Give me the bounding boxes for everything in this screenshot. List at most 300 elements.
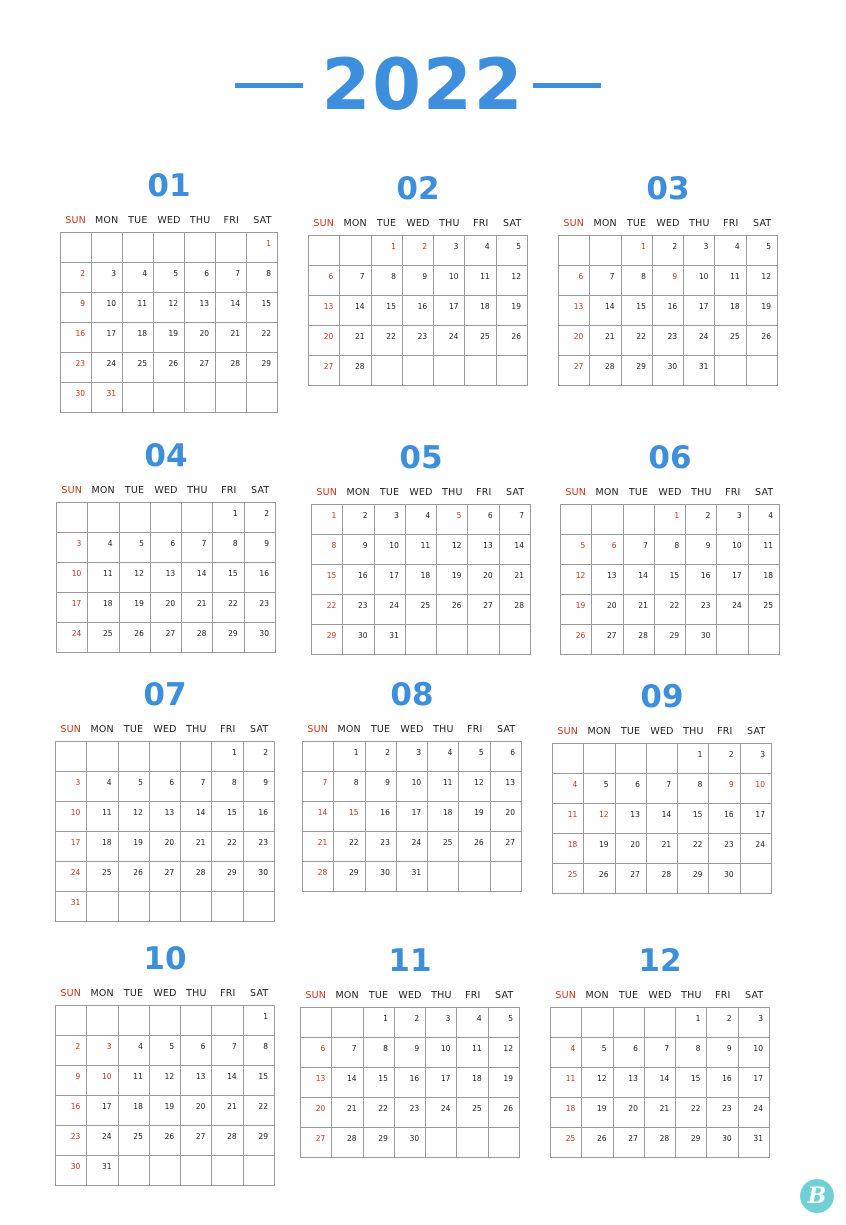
day-cell xyxy=(741,864,772,894)
day-cell xyxy=(497,266,528,296)
day-cell xyxy=(366,742,397,772)
day-number: 23 xyxy=(358,601,368,610)
day-cell xyxy=(366,832,397,862)
day-number: 19 xyxy=(168,329,178,338)
weekday-label: SUN xyxy=(563,218,585,229)
day-number: 20 xyxy=(195,1102,206,1111)
day-number: 23 xyxy=(417,332,428,341)
month-number: 06 xyxy=(648,440,692,476)
weekday-label: FRI xyxy=(221,485,237,496)
day-cell xyxy=(397,862,428,892)
day-cell xyxy=(247,383,278,413)
day-cell xyxy=(741,774,772,804)
weekday-label: SAT xyxy=(251,485,270,496)
day-number: 27 xyxy=(164,868,175,877)
day-cell xyxy=(119,1006,150,1036)
day-cell xyxy=(212,1036,243,1066)
day-cell xyxy=(592,625,623,655)
day-number: 10 xyxy=(448,272,459,281)
day-cell xyxy=(590,296,621,326)
week-row xyxy=(301,1008,520,1038)
day-cell xyxy=(151,533,182,563)
day-number: 9 xyxy=(672,272,678,281)
day-cell xyxy=(647,774,678,804)
weekday-label: WED xyxy=(409,487,433,498)
day-number: 29 xyxy=(228,629,238,638)
day-number: 11 xyxy=(730,272,740,281)
day-number: 17 xyxy=(70,838,81,847)
day-number: 28 xyxy=(347,1134,357,1143)
day-cell xyxy=(653,266,684,296)
day-number: 11 xyxy=(137,299,147,308)
day-cell xyxy=(395,1098,426,1128)
day-number: 21 xyxy=(605,332,615,341)
day-cell xyxy=(87,1066,118,1096)
day-cell xyxy=(678,864,709,894)
day-number: 12 xyxy=(168,299,178,308)
day-number: 2 xyxy=(75,1042,81,1051)
day-number: 6 xyxy=(170,539,176,548)
day-grid xyxy=(55,1005,275,1186)
week-row xyxy=(309,236,528,266)
day-number: 26 xyxy=(134,629,144,638)
day-cell xyxy=(123,233,154,263)
day-cell xyxy=(332,1128,363,1158)
day-number: 17 xyxy=(102,1102,112,1111)
day-cell xyxy=(678,744,709,774)
day-cell xyxy=(301,1008,332,1038)
month-number: 12 xyxy=(638,943,682,979)
day-cell xyxy=(88,503,119,533)
day-number: 24 xyxy=(755,840,765,849)
day-cell xyxy=(559,236,590,266)
day-number: 13 xyxy=(630,810,640,819)
day-cell xyxy=(340,236,371,266)
day-number: 30 xyxy=(380,868,390,877)
day-cell xyxy=(497,356,528,386)
day-cell xyxy=(212,1006,243,1036)
day-cell xyxy=(245,623,276,653)
day-cell xyxy=(375,595,406,625)
weekday-label: FRI xyxy=(725,487,741,498)
weekday-label: WED xyxy=(154,485,178,496)
week-row xyxy=(303,772,522,802)
day-number: 20 xyxy=(315,1104,326,1113)
week-row xyxy=(312,625,531,655)
day-cell xyxy=(551,1038,582,1068)
day-cell xyxy=(312,595,343,625)
day-number: 16 xyxy=(700,571,711,580)
day-cell xyxy=(739,1128,770,1158)
day-cell xyxy=(655,505,686,535)
day-number: 27 xyxy=(628,1134,638,1143)
day-cell xyxy=(590,326,621,356)
day-number: 12 xyxy=(451,541,462,550)
day-number: 5 xyxy=(516,242,521,251)
day-cell xyxy=(120,533,151,563)
day-cell xyxy=(92,383,123,413)
day-cell xyxy=(92,263,123,293)
day-number: 26 xyxy=(168,359,178,368)
day-cell xyxy=(303,802,334,832)
day-cell xyxy=(676,1128,707,1158)
day-number: 1 xyxy=(695,1014,701,1023)
weekday-label: TUE xyxy=(123,724,144,735)
weekday-label: THU xyxy=(442,487,463,498)
day-number: 26 xyxy=(451,601,462,610)
day-number: 19 xyxy=(599,840,609,849)
day-cell xyxy=(676,1038,707,1068)
day-cell xyxy=(56,1156,87,1186)
day-cell xyxy=(245,563,276,593)
day-cell xyxy=(622,266,653,296)
month-number: 10 xyxy=(143,941,187,977)
day-number: 6 xyxy=(510,748,515,757)
day-number: 26 xyxy=(599,870,609,879)
day-grid xyxy=(552,743,772,894)
day-cell xyxy=(364,1038,395,1068)
day-number: 28 xyxy=(661,870,672,879)
day-cell xyxy=(150,1096,181,1126)
week-row xyxy=(553,804,772,834)
weekday-label: WED xyxy=(400,724,424,735)
day-cell xyxy=(123,263,154,293)
day-number: 12 xyxy=(599,810,609,819)
day-number: 5 xyxy=(478,748,484,757)
day-cell xyxy=(403,236,434,266)
month-number: 05 xyxy=(399,440,443,476)
day-number: 9 xyxy=(264,539,269,548)
day-cell xyxy=(87,892,118,922)
day-cell xyxy=(154,233,185,263)
weekday-label: WED xyxy=(153,988,177,999)
day-cell xyxy=(747,326,778,356)
year-title: 2022 xyxy=(321,44,525,126)
week-row xyxy=(301,1098,520,1128)
day-cell xyxy=(491,832,522,862)
day-cell xyxy=(426,1098,457,1128)
week-row xyxy=(56,742,275,772)
day-number: 4 xyxy=(734,242,740,251)
day-number: 14 xyxy=(661,810,672,819)
day-cell xyxy=(457,1008,488,1038)
day-cell xyxy=(212,802,243,832)
day-number: 14 xyxy=(605,302,615,311)
day-cell xyxy=(181,802,212,832)
day-number: 31 xyxy=(753,1134,763,1143)
day-number: 22 xyxy=(261,329,271,338)
day-cell xyxy=(491,772,522,802)
day-cell xyxy=(332,1038,363,1068)
day-cell xyxy=(87,802,118,832)
day-cell xyxy=(334,862,365,892)
day-cell xyxy=(491,742,522,772)
weekday-label: THU xyxy=(186,724,207,735)
day-number: 16 xyxy=(70,1102,81,1111)
day-number: 19 xyxy=(474,808,484,817)
day-number: 24 xyxy=(71,629,82,638)
day-cell xyxy=(57,623,88,653)
day-number: 9 xyxy=(75,1072,81,1081)
day-number: 26 xyxy=(474,838,484,847)
day-grid xyxy=(60,232,278,413)
day-cell xyxy=(375,505,406,535)
day-number: 6 xyxy=(633,1044,638,1053)
day-cell xyxy=(592,565,623,595)
day-cell xyxy=(332,1098,363,1128)
day-cell xyxy=(428,772,459,802)
day-cell xyxy=(185,383,216,413)
day-cell xyxy=(622,356,653,386)
day-number: 2 xyxy=(726,1014,732,1023)
day-cell xyxy=(437,595,468,625)
day-cell xyxy=(334,742,365,772)
day-cell xyxy=(397,772,428,802)
day-cell xyxy=(212,772,243,802)
day-number: 28 xyxy=(195,868,206,877)
weekday-label: TUE xyxy=(128,215,148,226)
day-cell xyxy=(465,266,496,296)
day-cell xyxy=(87,862,118,892)
day-cell xyxy=(119,772,150,802)
day-number: 25 xyxy=(137,359,147,368)
day-cell xyxy=(655,625,686,655)
day-cell xyxy=(655,565,686,595)
week-row xyxy=(56,1126,275,1156)
day-cell xyxy=(151,623,182,653)
day-cell xyxy=(655,595,686,625)
day-cell xyxy=(717,565,748,595)
weekday-header xyxy=(550,989,770,1003)
day-number: 5 xyxy=(508,1014,513,1023)
day-cell xyxy=(56,742,87,772)
day-cell xyxy=(622,236,653,266)
week-row xyxy=(56,802,275,832)
day-cell xyxy=(309,356,340,386)
day-cell xyxy=(616,774,647,804)
day-cell xyxy=(614,1098,645,1128)
day-number: 2 xyxy=(80,269,85,278)
day-number: 6 xyxy=(635,780,640,789)
day-cell xyxy=(739,1098,770,1128)
day-grid xyxy=(300,1007,520,1158)
day-number: 19 xyxy=(133,838,143,847)
day-number: 18 xyxy=(103,599,113,608)
day-number: 17 xyxy=(448,302,459,311)
weekday-label: TUE xyxy=(376,218,397,229)
day-number: 1 xyxy=(331,511,337,520)
day-cell xyxy=(212,832,243,862)
day-cell xyxy=(56,1006,87,1036)
day-cell xyxy=(741,834,772,864)
day-number: 20 xyxy=(505,808,515,817)
day-grid xyxy=(302,741,522,892)
day-number: 5 xyxy=(456,511,462,520)
day-number: 29 xyxy=(326,631,337,640)
week-row xyxy=(56,1096,275,1126)
day-number: 7 xyxy=(643,541,648,550)
day-number: 4 xyxy=(142,269,147,278)
week-row xyxy=(312,565,531,595)
day-cell xyxy=(717,535,748,565)
day-number: 26 xyxy=(503,1104,513,1113)
day-cell xyxy=(182,563,213,593)
day-number: 14 xyxy=(355,302,365,311)
day-number: 26 xyxy=(133,868,143,877)
day-cell xyxy=(653,236,684,266)
week-row xyxy=(551,1098,770,1128)
day-number: 22 xyxy=(636,332,646,341)
day-number: 31 xyxy=(389,631,399,640)
day-number: 13 xyxy=(483,541,493,550)
day-grid xyxy=(308,235,528,386)
weekday-label: THU xyxy=(431,990,452,1001)
day-cell xyxy=(500,625,531,655)
day-number: 10 xyxy=(753,1044,763,1053)
week-row xyxy=(61,323,278,353)
weekday-label: FRI xyxy=(465,990,481,1001)
day-cell xyxy=(340,266,371,296)
day-number: 18 xyxy=(565,1104,576,1113)
day-number: 1 xyxy=(674,511,680,520)
week-row xyxy=(553,774,772,804)
day-cell xyxy=(181,772,212,802)
day-cell xyxy=(309,236,340,266)
day-cell xyxy=(709,774,740,804)
day-cell xyxy=(185,233,216,263)
week-row xyxy=(561,625,780,655)
day-number: 8 xyxy=(674,541,680,550)
week-row xyxy=(309,356,528,386)
day-cell xyxy=(553,864,584,894)
day-number: 7 xyxy=(609,272,615,281)
week-row xyxy=(301,1038,520,1068)
day-number: 20 xyxy=(607,601,617,610)
month-number: 02 xyxy=(396,171,440,207)
day-number: 17 xyxy=(106,329,116,338)
day-number: 28 xyxy=(230,359,240,368)
day-cell xyxy=(182,623,213,653)
day-cell xyxy=(459,772,490,802)
weekday-header xyxy=(302,723,522,737)
day-number: 28 xyxy=(317,868,328,877)
day-number: 24 xyxy=(698,332,709,341)
week-row xyxy=(57,593,276,623)
day-number: 30 xyxy=(258,868,268,877)
day-cell xyxy=(247,233,278,263)
day-number: 11 xyxy=(442,778,453,787)
day-number: 25 xyxy=(763,601,773,610)
day-cell xyxy=(119,832,150,862)
day-number: 22 xyxy=(258,1102,268,1111)
weekday-label: FRI xyxy=(723,218,739,229)
day-cell xyxy=(312,535,343,565)
day-cell xyxy=(244,892,275,922)
day-cell xyxy=(406,595,437,625)
day-cell xyxy=(616,834,647,864)
day-cell xyxy=(647,864,678,894)
day-number: 3 xyxy=(394,511,399,520)
day-cell xyxy=(749,595,780,625)
day-number: 15 xyxy=(669,571,680,580)
day-cell xyxy=(551,1068,582,1098)
day-number: 20 xyxy=(483,571,493,580)
day-cell xyxy=(686,595,717,625)
day-number: 17 xyxy=(440,1074,451,1083)
week-row xyxy=(553,744,772,774)
day-cell xyxy=(247,353,278,383)
day-number: 13 xyxy=(164,808,175,817)
day-cell xyxy=(216,323,247,353)
day-cell xyxy=(151,563,182,593)
day-number: 8 xyxy=(695,1044,701,1053)
weekday-label: SUN xyxy=(65,215,86,226)
day-cell xyxy=(375,565,406,595)
day-number: 13 xyxy=(315,1074,326,1083)
day-cell xyxy=(88,623,119,653)
weekday-label: FRI xyxy=(476,487,492,498)
day-number: 11 xyxy=(763,541,773,550)
weekday-label: MON xyxy=(587,726,611,737)
day-number: 24 xyxy=(70,868,81,877)
day-number: 27 xyxy=(323,362,334,371)
day-cell xyxy=(582,1038,613,1068)
day-number: 17 xyxy=(732,571,742,580)
calendar-header xyxy=(0,44,846,126)
day-cell xyxy=(213,563,244,593)
day-cell xyxy=(434,296,465,326)
day-cell xyxy=(150,1156,181,1186)
weekday-label: TUE xyxy=(618,990,639,1001)
day-cell xyxy=(395,1128,426,1158)
day-number: 12 xyxy=(134,569,144,578)
day-cell xyxy=(244,1066,275,1096)
day-number: 28 xyxy=(605,362,615,371)
day-cell xyxy=(559,296,590,326)
day-cell xyxy=(468,565,499,595)
day-number: 11 xyxy=(472,1044,482,1053)
day-number: 4 xyxy=(106,778,112,787)
weekday-label: SUN xyxy=(60,988,82,999)
day-number: 25 xyxy=(133,1132,143,1141)
day-cell xyxy=(624,505,655,535)
day-cell xyxy=(624,535,655,565)
day-cell xyxy=(559,326,590,356)
day-cell xyxy=(584,744,615,774)
day-number: 2 xyxy=(264,509,269,518)
day-number: 30 xyxy=(667,362,678,371)
day-cell xyxy=(154,383,185,413)
day-cell xyxy=(334,832,365,862)
day-number: 15 xyxy=(692,810,703,819)
day-cell xyxy=(684,296,715,326)
weekday-label: TUE xyxy=(124,485,145,496)
day-number: 15 xyxy=(690,1074,701,1083)
day-cell xyxy=(120,563,151,593)
day-cell xyxy=(709,864,740,894)
day-cell xyxy=(489,1008,520,1038)
day-number: 22 xyxy=(349,838,359,847)
day-cell xyxy=(741,804,772,834)
day-grid xyxy=(558,235,778,386)
day-number: 7 xyxy=(519,511,524,520)
weekday-label: WED xyxy=(406,218,430,229)
day-number: 12 xyxy=(761,272,771,281)
day-number: 8 xyxy=(263,1042,268,1051)
week-row xyxy=(61,383,278,413)
day-number: 10 xyxy=(411,778,422,787)
weekday-label: SAT xyxy=(755,487,774,498)
